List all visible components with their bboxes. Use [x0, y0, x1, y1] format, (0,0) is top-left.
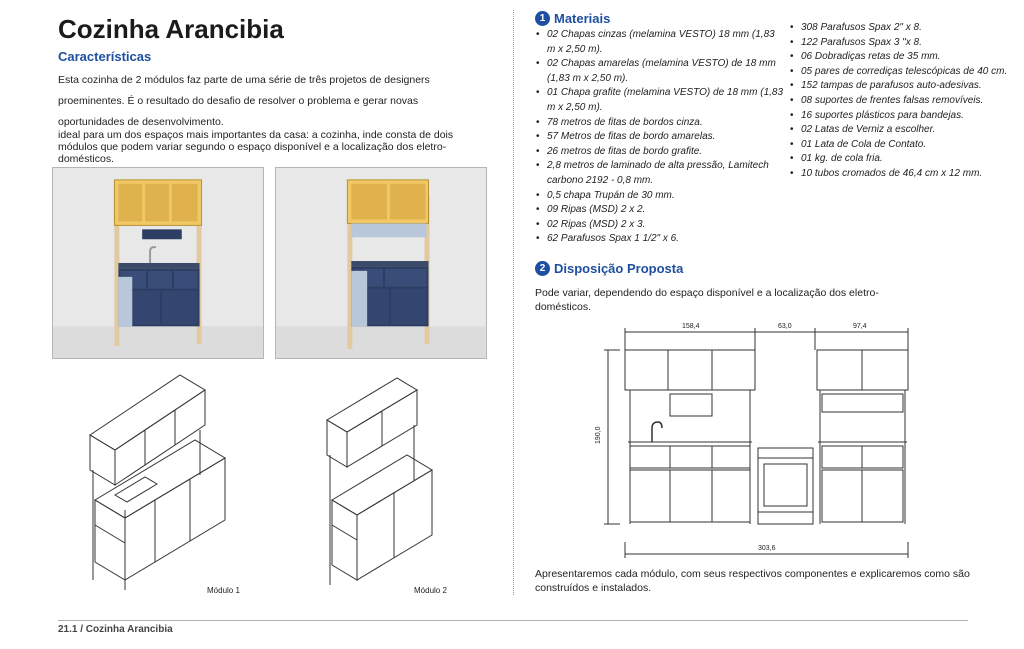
- footer-divider: [58, 620, 968, 621]
- closing-paragraph: Apresentaremos cada módulo, com seus respectivos componentes e explicaremos como são construídos e instalados.: [535, 568, 970, 594]
- materials-heading-text: Materiais: [554, 11, 611, 26]
- isometric-drawing-module-2: [322, 370, 442, 595]
- list-item: • 2,8 metros de laminado de alta pressão, Lamitech carbono 2192 - 0,8 mm.: [535, 159, 785, 188]
- number-badge-2: 2: [535, 261, 550, 276]
- list-item: • 02 Chapas cinzas (melamina VESTO) 18 mm (1,83 m x 2,50 m).: [535, 28, 785, 57]
- kitchen-render-1-illustration: [53, 168, 263, 358]
- list-item: • 10 tubos cromados de 46,4 cm x 12 mm.: [789, 167, 1024, 182]
- disposition-paragraph: Pode variar, dependendo do espaço disponível e a localização dos eletro-domésticos.: [535, 287, 879, 313]
- list-item: • 02 Ripas (MSD) 2 x 3.: [535, 218, 785, 233]
- list-item: • 05 pares de corrediças telescópicas de 40 cm.: [789, 65, 1024, 80]
- module-2-line-drawing: [322, 370, 442, 595]
- list-item: • 06 Dobradiças retas de 35 mm.: [789, 50, 1024, 65]
- dim-module-2-width: 97,4: [853, 323, 867, 330]
- column-divider: [513, 10, 514, 595]
- list-item: • 02 Latas de Verniz a escolher.: [789, 123, 1024, 138]
- module-1-line-drawing: [85, 350, 265, 595]
- intro-paragraph: Esta cozinha de 2 módulos faz parte de uma série de três projetos de designers proeminentes. É o resultado do desafio de resolver o problema e gerar novas oportunidades de desenvolvimento.: [58, 74, 430, 128]
- list-item: • 26 metros de fitas de bordo grafite.: [535, 145, 785, 160]
- list-item: • 02 Chapas amarelas (melamina VESTO) de 18 mm (1,83 m x 2,50 m).: [535, 57, 785, 86]
- materials-heading: [535, 11, 610, 26]
- list-item: • 308 Parafusos Spax 2" x 8.: [789, 21, 1024, 36]
- materials-list-column-a: [535, 28, 785, 247]
- list-item: • 09 Ripas (MSD) 2 x 2.: [535, 203, 785, 218]
- materials-list-column-b: [789, 21, 1024, 182]
- kitchen-photo-module-2: [275, 167, 487, 359]
- list-item: • 152 tampas de parafusos auto-adesivas.: [789, 79, 1024, 94]
- list-item: • 01 Chapa grafite (melamina VESTO) de 18 mm (1,83 m x 2,50 m).: [535, 86, 785, 115]
- list-item: • 57 Metros de fitas de bordo amarelas.: [535, 130, 785, 145]
- isometric-drawing-module-1: [85, 350, 265, 595]
- kitchen-photo-module-1: [52, 167, 264, 359]
- kitchen-elevation-svg: [590, 314, 920, 564]
- dim-total-width: 303,6: [758, 545, 776, 552]
- intro-paragraph-2: ideal para um dos espaços mais importantes da casa: a cozinha, inde consta de dois módulos que podem variar segundo o espaço disponível e a localização dos eletro-domésticos.: [58, 129, 454, 165]
- list-item: • 16 suportes plásticos para bandejas.: [789, 109, 1024, 124]
- dim-height: 190,0: [595, 426, 602, 444]
- page-footer: 21.1 / Cozinha Arancibia: [58, 624, 173, 635]
- list-item: • 01 Lata de Cola de Contato.: [789, 138, 1024, 153]
- dim-module-1-width: 158,4: [682, 323, 700, 330]
- dim-gap-width: 63,0: [778, 323, 792, 330]
- section-subtitle: Características: [58, 49, 152, 64]
- list-item: • 01 kg. de cola fria.: [789, 152, 1024, 167]
- list-item: • 08 suportes de frentes falsas removíveis.: [789, 94, 1024, 109]
- module-2-caption: Módulo 2: [414, 586, 447, 595]
- list-item: • 122 Parafusos Spax 3 "x 8.: [789, 36, 1024, 51]
- list-item: • 78 metros de fitas de bordos cinza.: [535, 116, 785, 131]
- module-1-caption: Módulo 1: [207, 586, 240, 595]
- list-item: • 0,5 chapa Trupán de 30 mm.: [535, 189, 785, 204]
- disposition-heading: [535, 261, 683, 276]
- disposition-heading-text: Disposição Proposta: [554, 261, 684, 276]
- page-title: Cozinha Arancibia: [58, 14, 284, 44]
- elevation-plan-drawing: [590, 314, 920, 564]
- number-badge-1: 1: [535, 11, 550, 26]
- kitchen-render-2-illustration: [276, 168, 486, 358]
- list-item: • 62 Parafusos Spax 1 1/2" x 6.: [535, 232, 785, 247]
